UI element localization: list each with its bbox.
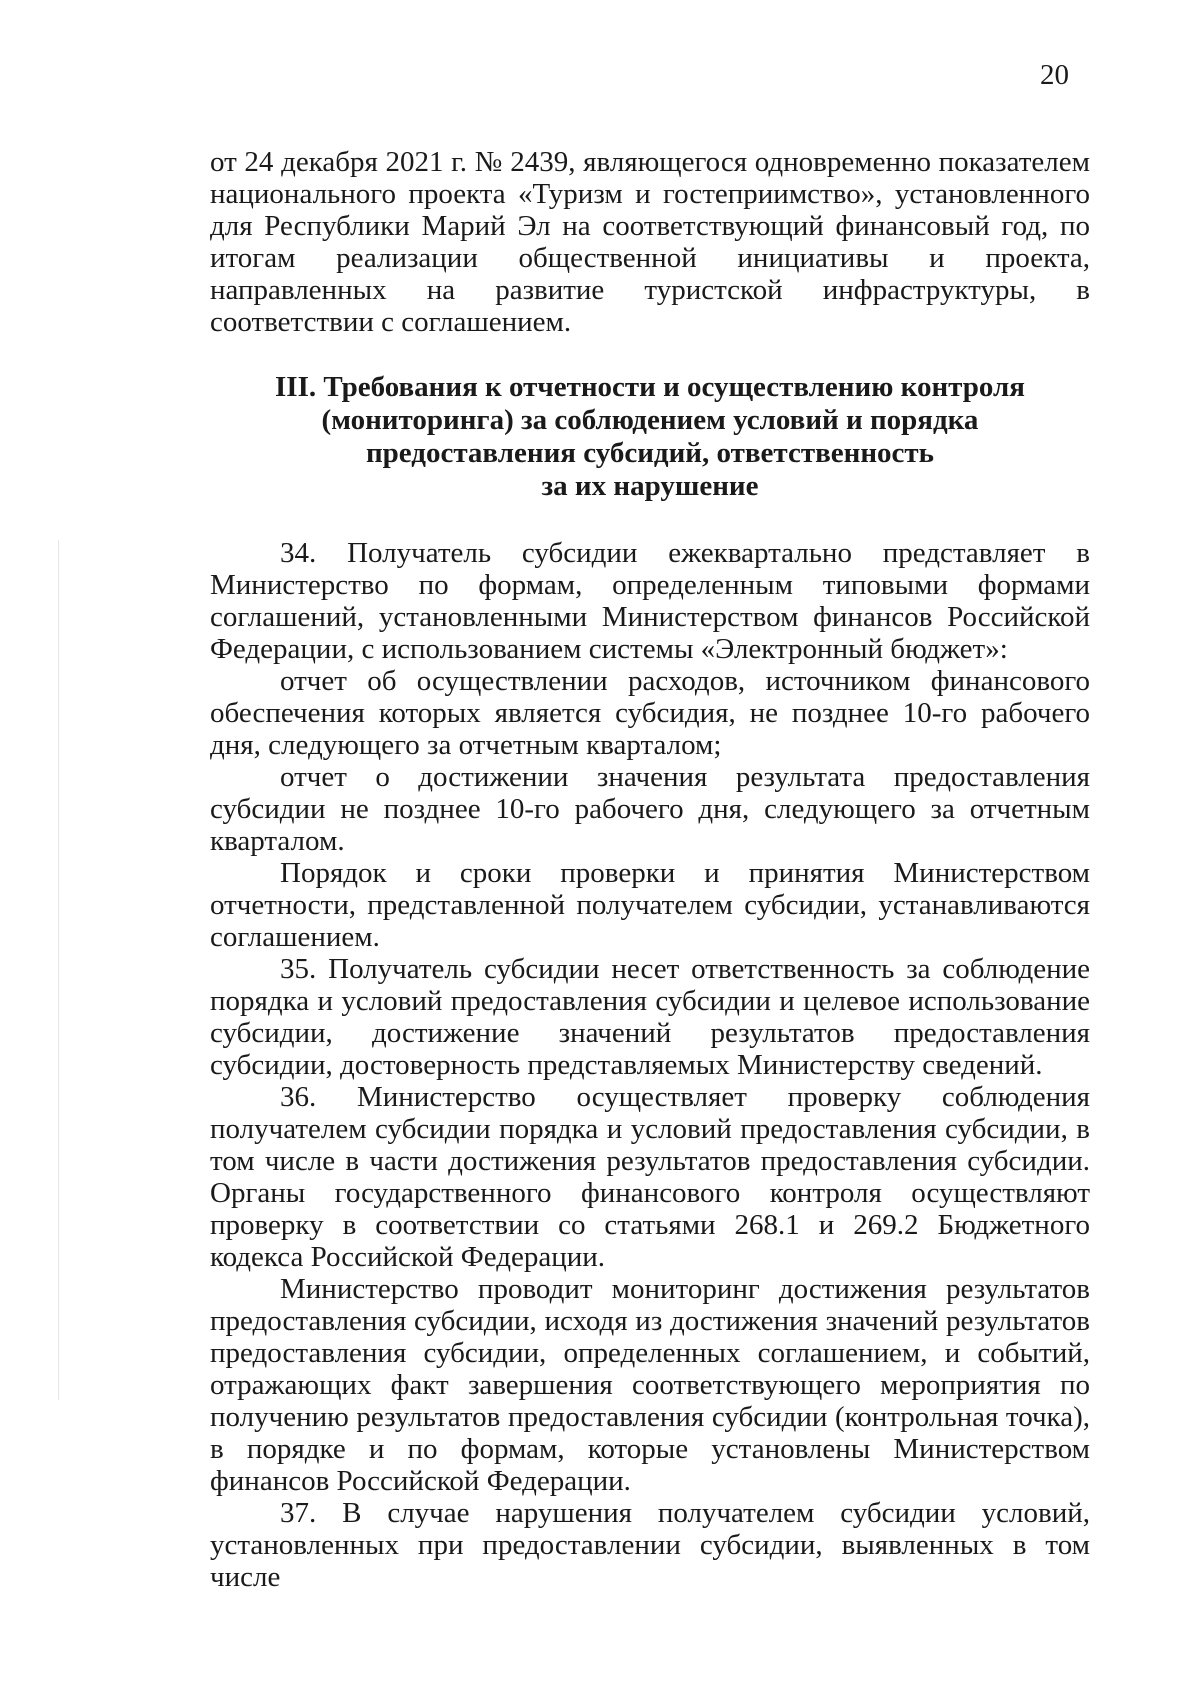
paragraph-report-results: отчет о достижении значения результата предоставления субсидии не позднее 10-го рабочего дня, следующего за отчетным кварталом. [210,761,1090,857]
paragraph-36: 36. Министерство осуществляет проверку соблюдения получателем субсидии порядка и условий предоставления субсидии, в том числе в части достижения результатов предоставления субсидии. Органы государственного финансового контроля осуществляют проверку в соответствии со статьями 268.1 и 269.2 Бюджетного кодекса Российской Федерации. [210,1081,1090,1273]
section-heading-line-4: за их нарушение [541,470,759,502]
paragraph-37: 37. В случае нарушения получателем субсидии условий, установленных при предоставлении субсидии, выявленных в том числе [210,1497,1090,1593]
section-body [210,537,1090,1593]
paragraph-34: 34. Получатель субсидии ежеквартально представляет в Министерство по формам, определенным типовыми формами соглашений, установленными Министерством финансов Российской Федерации, с использованием системы «Электронный бюджет»: [210,537,1090,665]
intro-paragraph [210,146,1090,338]
paragraph-35: 35. Получатель субсидии несет ответственность за соблюдение порядка и условий предоставления субсидии и целевое использование субсидии, достижение значений результатов предоставления субсидии, достоверность представляемых Министерству сведений. [210,953,1090,1081]
section-heading-line-1: III. Требования к отчетности и осуществлению контроля [275,371,1025,403]
paragraph-review-procedure: Порядок и сроки проверки и принятия Министерством отчетности, представленной получателем субсидии, устанавливаются соглашением. [210,857,1090,953]
paragraph-monitoring: Министерство проводит мониторинг достижения результатов предоставления субсидии, исходя из достижения значений результатов предоставления субсидии, определенных соглашением, и событий, отражающих факт завершения соответствующего мероприятия по получению результатов предоставления субсидии (контрольная точка), в порядке и по формам, которые установлены Министерством финансов Российской Федерации. [210,1273,1090,1497]
paragraph-report-expenses: отчет об осуществлении расходов, источником финансового обеспечения которых является субсидия, не позднее 10-го рабочего дня, следующего за отчетным кварталом; [210,665,1090,761]
scan-edge-mark [58,540,59,1400]
page-number: 20 [1040,59,1069,91]
intro-paragraph-text: от 24 декабря 2021 г. № 2439, являющегося одновременно показателем национального проекта «Туризм и гостеприимство», установленного для Республики Марий Эл на соответствующий финансовый год, по итогам реализации общественной инициативы и проекта, направленных на развитие туристской инфраструктуры, в соответствии с соглашением. [210,146,1090,338]
section-heading [210,371,1090,503]
section-heading-line-2: (мониторинга) за соблюдением условий и порядка [321,404,979,436]
section-heading-line-3: предоставления субсидий, ответственность [365,437,935,469]
